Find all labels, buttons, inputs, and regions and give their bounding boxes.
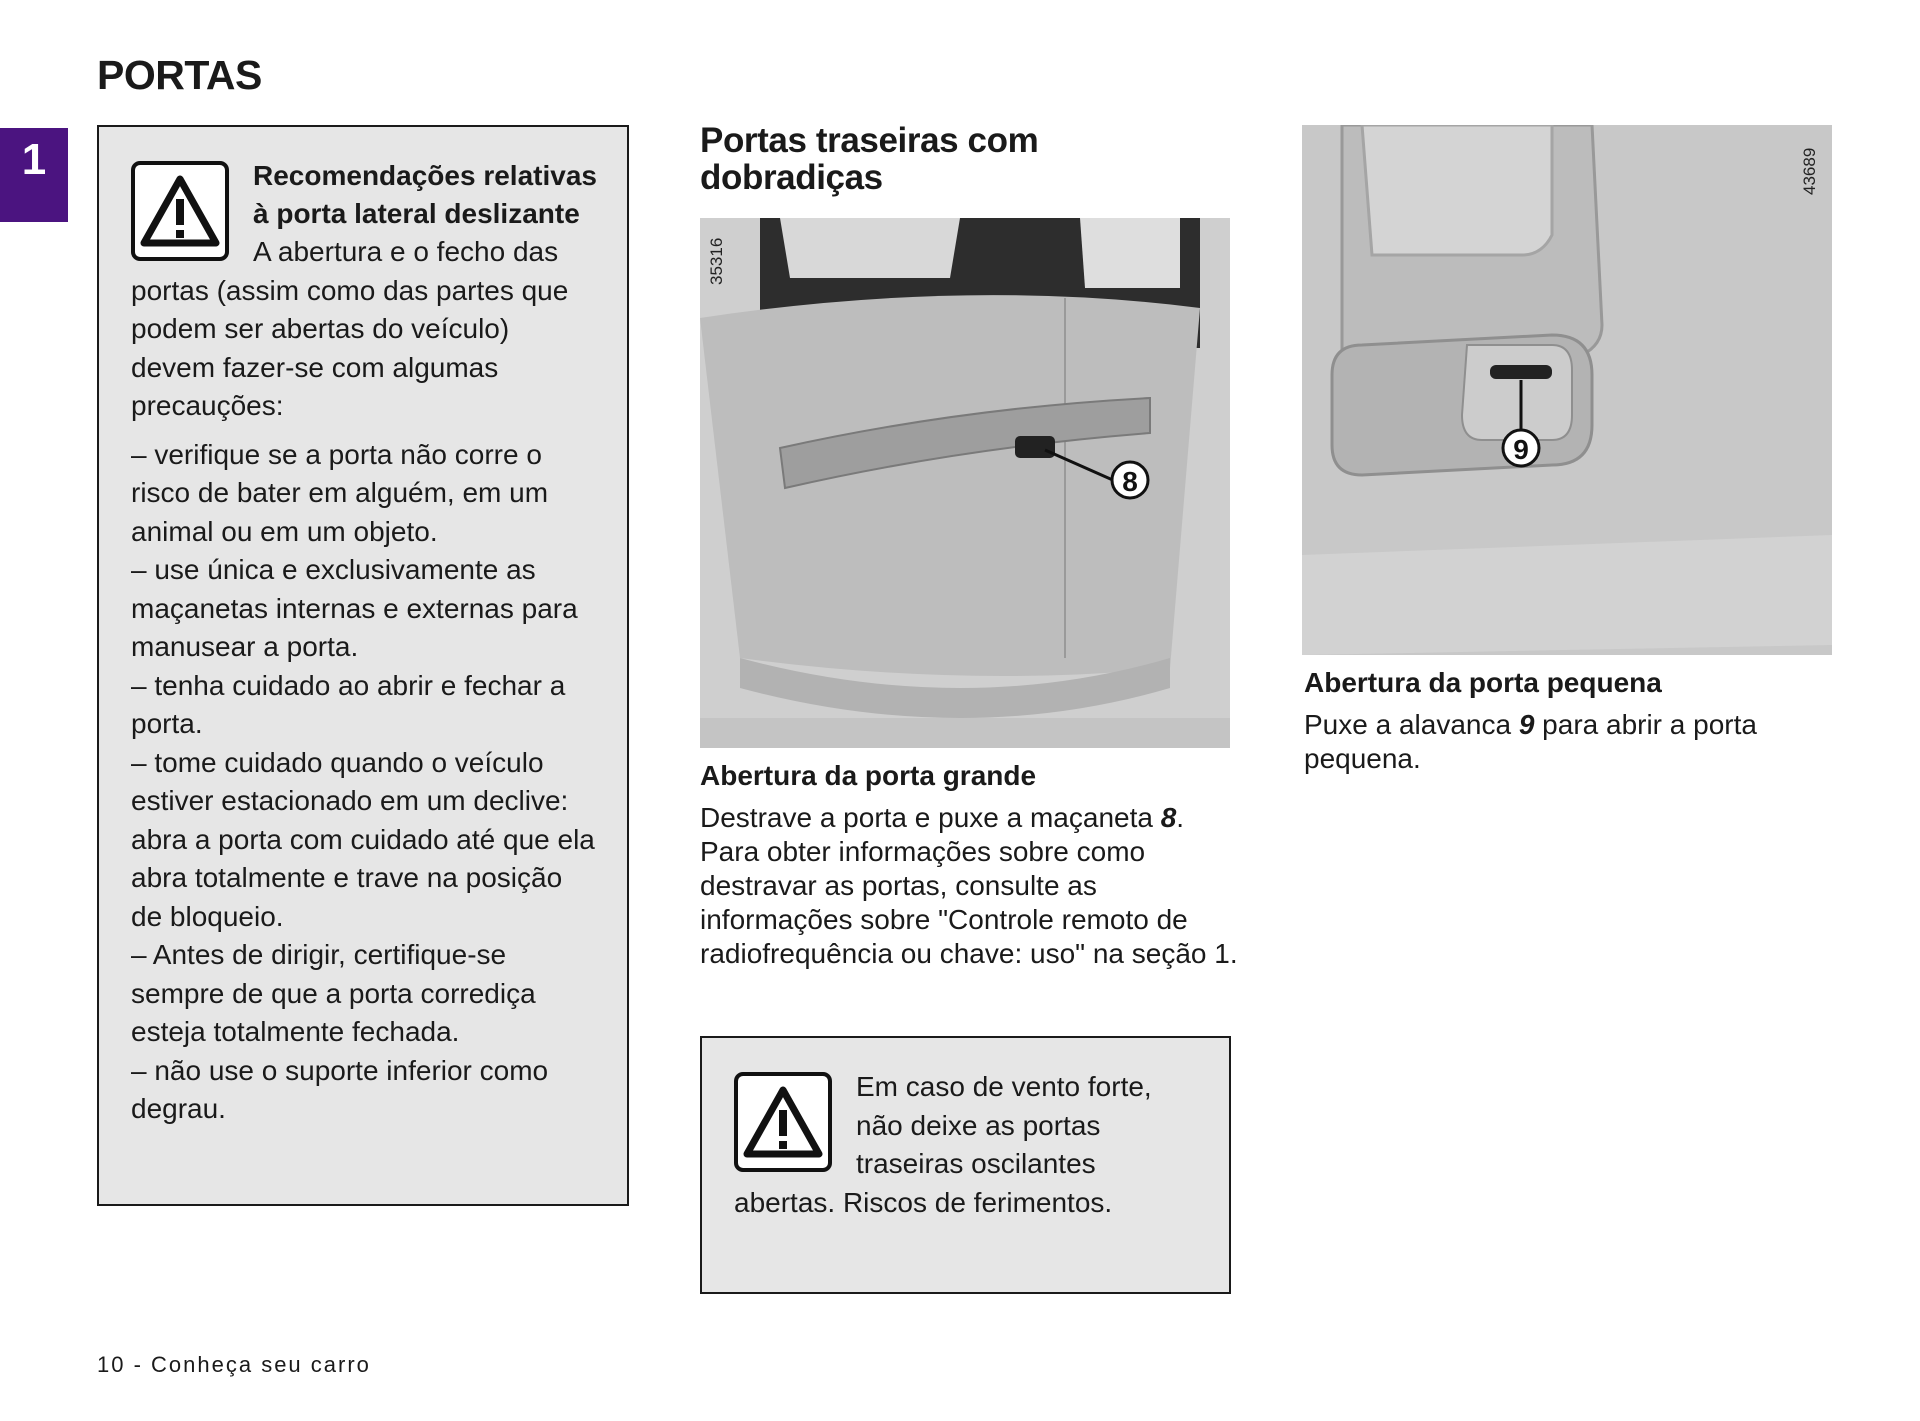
small-door-text: Puxe a alavanca 9 para abrir a porta pequena. [1304,709,1757,774]
figure-code: 43689 [1800,147,1819,195]
callout-8: 8 [1122,466,1138,497]
wind-warning-text: Em caso de vento forte, não deixe as portas traseiras oscilantes abertas. Riscos de ferimentos. [734,1071,1152,1218]
warning-list-item: – use única e exclusivamente as maçanetas internas e externas para manusear a porta. [131,554,578,662]
callout-9: 9 [1513,434,1529,465]
large-door-title: Abertura da porta grande [700,760,1037,791]
warning-list-item: – tome cuidado quando o veículo estiver estacionado em um declive: abra a porta com cuidado até que ela abra totalmente e trave na posição de bloqueio. [131,746,595,932]
section-tab: 1 [0,128,68,222]
small-door-title: Abertura da porta pequena [1304,667,1662,698]
ref-8: 8 [1160,802,1177,833]
large-door-figure [700,218,1230,748]
warning-list-item: – tenha cuidado ao abrir e fechar a porta. [131,669,566,739]
page-title: PORTAS [97,52,262,98]
warning-list-item: – Antes de dirigir, certifique-se sempre de que a porta corrediça esteja totalmente fechada. [131,939,536,1047]
ref-9: 9 [1518,709,1535,740]
warning-intro: A abertura e o fecho das portas (assim como das partes que podem ser abertas do veículo) devem fazer-se com algumas precauções: [131,236,569,421]
warning-triangle-icon [734,1072,832,1172]
figure-code: 35316 [707,237,726,285]
warning-title: Recomendações relativas à porta lateral deslizante [253,160,597,229]
sliding-door-warning-box [97,125,629,1206]
page-footer: 10 - Conheça seu carro [97,1352,371,1377]
section-heading: Portas traseiras com dobradiças [700,121,1039,197]
warning-list [131,436,601,1129]
wind-warning-box [700,1036,1231,1294]
small-door-figure [1302,125,1832,655]
warning-list-item: – verifique se a porta não corre o risco de bater em alguém, em um animal ou em um objeto. [131,438,549,547]
warning-triangle-icon [131,161,229,261]
large-door-text: Destrave a porta e puxe a maçaneta 8. Para obter informações sobre como destravar as portas, consulte as informações sobre "Controle remoto de radiofrequência ou chave: uso" na seção 1. [700,802,1238,969]
warning-list-item: – não use o suporte inferior como degrau. [131,1054,549,1124]
